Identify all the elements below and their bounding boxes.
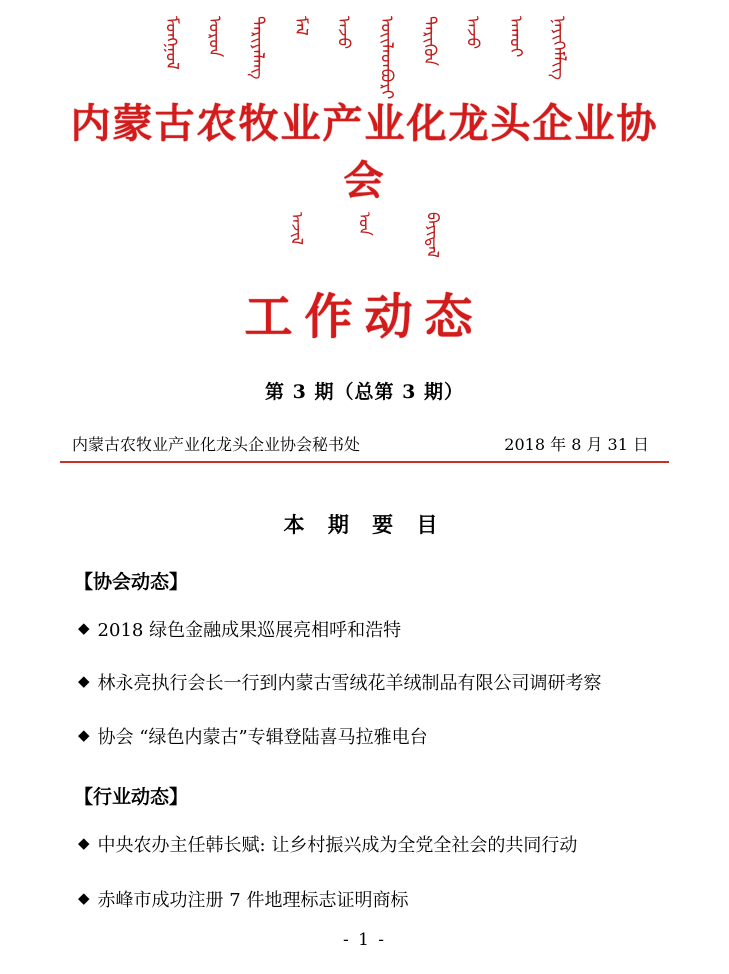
contents-item-label: 协会 “绿色内蒙古”专辑登陆喜马拉雅电台 xyxy=(97,726,428,748)
mongolian-glyph: ᠤᠷᠤᠨ xyxy=(204,16,225,58)
diamond-bullet-icon: ◆ xyxy=(78,725,90,744)
mongolian-glyph: ᠠᠬᠤᠢ xyxy=(505,16,526,58)
contents-item[interactable] xyxy=(78,721,669,754)
contents-item-label: 林永亮执行会长一行到内蒙古雪绒花羊绒制品有限公司调研考察 xyxy=(97,673,602,695)
mongolian-glyph: ᠲᠠᠷᠢᠶᠠᠯᠠᠩ xyxy=(247,16,268,80)
mongolian-header-middle xyxy=(60,206,669,276)
mongolian-glyph: ᠲᠡᠷᠢᠭᠦᠨ xyxy=(419,16,440,66)
contents-item-label: 中央农办主任韩长赋: 让乡村振兴成为全党全社会的共同行动 xyxy=(97,834,578,856)
contents-item[interactable] xyxy=(78,614,669,647)
organization-title: 内蒙古农牧业产业化龙头企业协会 xyxy=(70,100,659,204)
mongolian-glyph: ᠨᠡᠶᠢᠭᠡᠮᠯᠢᠭ xyxy=(548,16,569,80)
mongolian-glyph: ᠤᠨ xyxy=(355,212,375,236)
contents-item[interactable] xyxy=(78,884,669,917)
mongolian-glyph: ᠠᠵᠢᠯ xyxy=(287,212,307,245)
mongolian-glyph: ᠪᠠᠶᠢᠳᠠᠯ xyxy=(423,212,443,258)
issuer-label: 内蒙古农牧业产业化龙头企业协会秘书处 xyxy=(72,435,361,454)
header-divider xyxy=(60,461,669,463)
bulletin-title: 工作动态 xyxy=(244,289,485,345)
mongolian-header-top xyxy=(60,0,669,100)
mongolian-glyph: ᠠᠵᠤ xyxy=(462,16,483,50)
contents-item-label: 2018 绿色金融成果巡展亮相呼和浩特 xyxy=(97,620,402,641)
contents-title: 本 期 要 目 xyxy=(283,512,446,537)
contents-item[interactable] xyxy=(78,829,669,862)
page-number: - 1 - xyxy=(342,930,387,950)
mongolian-glyph: ᠮᠠᠯ xyxy=(290,16,311,36)
diamond-bullet-icon: ◆ xyxy=(78,672,90,691)
mongolian-glyph: ᠠᠵᠤ xyxy=(333,16,354,50)
diamond-bullet-icon: ◆ xyxy=(78,889,90,908)
mongolian-glyph: ᠮᠣᠩᠭᠣᠯ xyxy=(161,16,182,70)
masthead-meta xyxy=(60,432,669,461)
section-heading: 【行业动态】 xyxy=(74,785,189,808)
diamond-bullet-icon: ◆ xyxy=(78,619,90,637)
issue-number: 第 3 期（总第 3 期） xyxy=(265,381,464,403)
section-heading: 【协会动态】 xyxy=(74,571,189,593)
contents-section-industry xyxy=(60,782,669,918)
contents-item[interactable] xyxy=(78,667,669,700)
mongolian-glyph: ᠦᠢᠯᠡᠳᠪᠦᠷᠢ xyxy=(376,16,397,100)
contents-section-association xyxy=(60,567,669,754)
diamond-bullet-icon: ◆ xyxy=(78,833,90,852)
issue-date: 2018 年 8 月 31 日 xyxy=(504,435,649,454)
contents-item-label: 赤峰市成功注册 7 件地理标志证明商标 xyxy=(97,890,409,912)
